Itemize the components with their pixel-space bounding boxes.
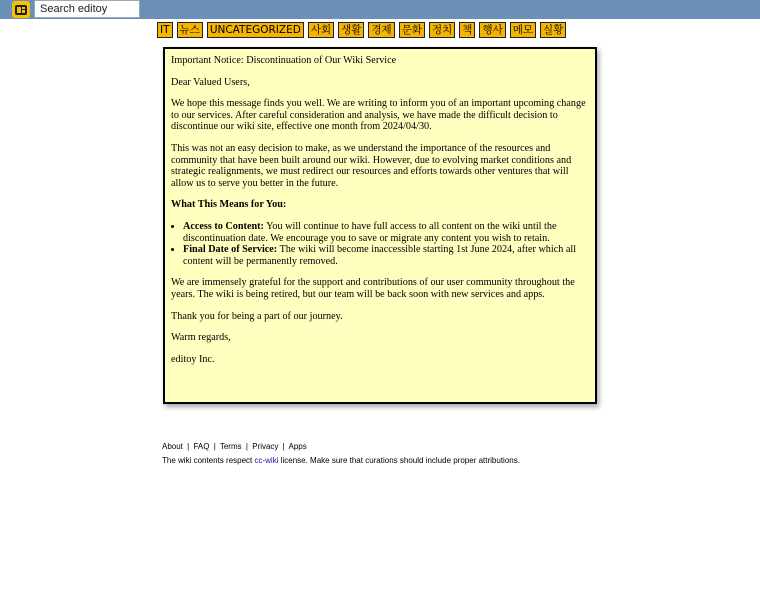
notice-paragraph-1: We hope this message finds you well. We are writing to inform you of an important upcoming change to our services. After careful consideration and analysis, we have made the difficult decision to discontinue our wiki site, effective one month from 2024/04/30. — [171, 98, 586, 133]
notice-paragraph-3: We are immensely grateful for the support and contributions of our user community throughout the years. The wiki is being retired, but our team will be back soon with new services and apps. — [171, 277, 575, 300]
notice-section-heading: What This Means for You: — [171, 199, 287, 211]
notice-signature: editoy Inc. — [171, 353, 215, 365]
category-tag-culture[interactable]: 문화 — [399, 22, 425, 38]
license-prefix: The wiki contents respect — [162, 456, 255, 465]
notice-box — [163, 47, 597, 404]
category-tag-books[interactable]: 책 — [459, 22, 475, 38]
notice-title: Important Notice: Discontinuation of Our Wiki Service — [171, 55, 397, 66]
category-tag-economy[interactable]: 경제 — [368, 22, 394, 38]
footer-links — [162, 442, 520, 452]
category-tag-live[interactable]: 실황 — [540, 22, 566, 38]
notice-list-item — [183, 244, 589, 267]
category-tags — [157, 22, 566, 39]
notice-thanks: Thank you for being a part of our journey. — [171, 310, 343, 322]
notice-list-item-label: Access to Content: — [183, 220, 264, 232]
category-tag-it[interactable]: IT — [157, 22, 173, 38]
category-tag-society[interactable]: 사회 — [308, 22, 334, 38]
category-tag-uncategorized[interactable]: UNCATEGORIZED — [207, 22, 304, 38]
license-link[interactable]: cc-wiki — [254, 456, 279, 465]
footer-separator: | — [213, 442, 216, 451]
license-suffix: license. Make sure that curations should include proper attributions. — [278, 456, 520, 465]
category-tag-life[interactable]: 생활 — [338, 22, 364, 38]
notice-list-item-label: Final Date of Service: — [183, 244, 278, 256]
footer-link-terms[interactable]: Terms — [219, 442, 242, 451]
footer-separator: | — [187, 442, 190, 451]
footer-link-faq[interactable]: FAQ — [193, 442, 210, 451]
notice-list-item-text: You will continue to have full access to all content on the wiki until the discontinuation date. We encourage you to save or migrate any content you wish to retain. — [183, 220, 557, 244]
notice-list-item — [183, 221, 589, 244]
top-bar — [0, 0, 760, 19]
notice-paragraph-2: This was not an easy decision to make, as we understand the importance of the resources and community that have been built around our wiki. However, due to evolving market conditions and strategic realignments, we must redirect our resources and efforts towards other ventures that will allow us to serve you better in the future. — [171, 142, 572, 189]
search-input[interactable] — [34, 0, 140, 18]
footer — [162, 442, 520, 466]
category-tag-events[interactable]: 행사 — [479, 22, 505, 38]
notice-greeting: Dear Valued Users, — [171, 76, 250, 88]
notice-closing: Warm regards, — [171, 332, 231, 344]
footer-separator: | — [282, 442, 285, 451]
notice-list-item-text: The wiki will become inaccessible starting 1st June 2024, after which all content will be permanently removed. — [183, 244, 577, 267]
category-tag-news[interactable]: 뉴스 — [177, 22, 203, 38]
notice-list — [171, 221, 589, 267]
category-tag-memo[interactable]: 메모 — [510, 22, 536, 38]
footer-separator: | — [245, 442, 248, 451]
footer-link-apps[interactable]: Apps — [288, 442, 307, 451]
category-tag-politics[interactable]: 정치 — [429, 22, 455, 38]
footer-link-about[interactable]: About — [162, 442, 183, 451]
footer-license-notice — [162, 456, 520, 466]
editoy-logo-icon[interactable] — [12, 1, 30, 18]
footer-link-privacy[interactable]: Privacy — [252, 442, 279, 451]
